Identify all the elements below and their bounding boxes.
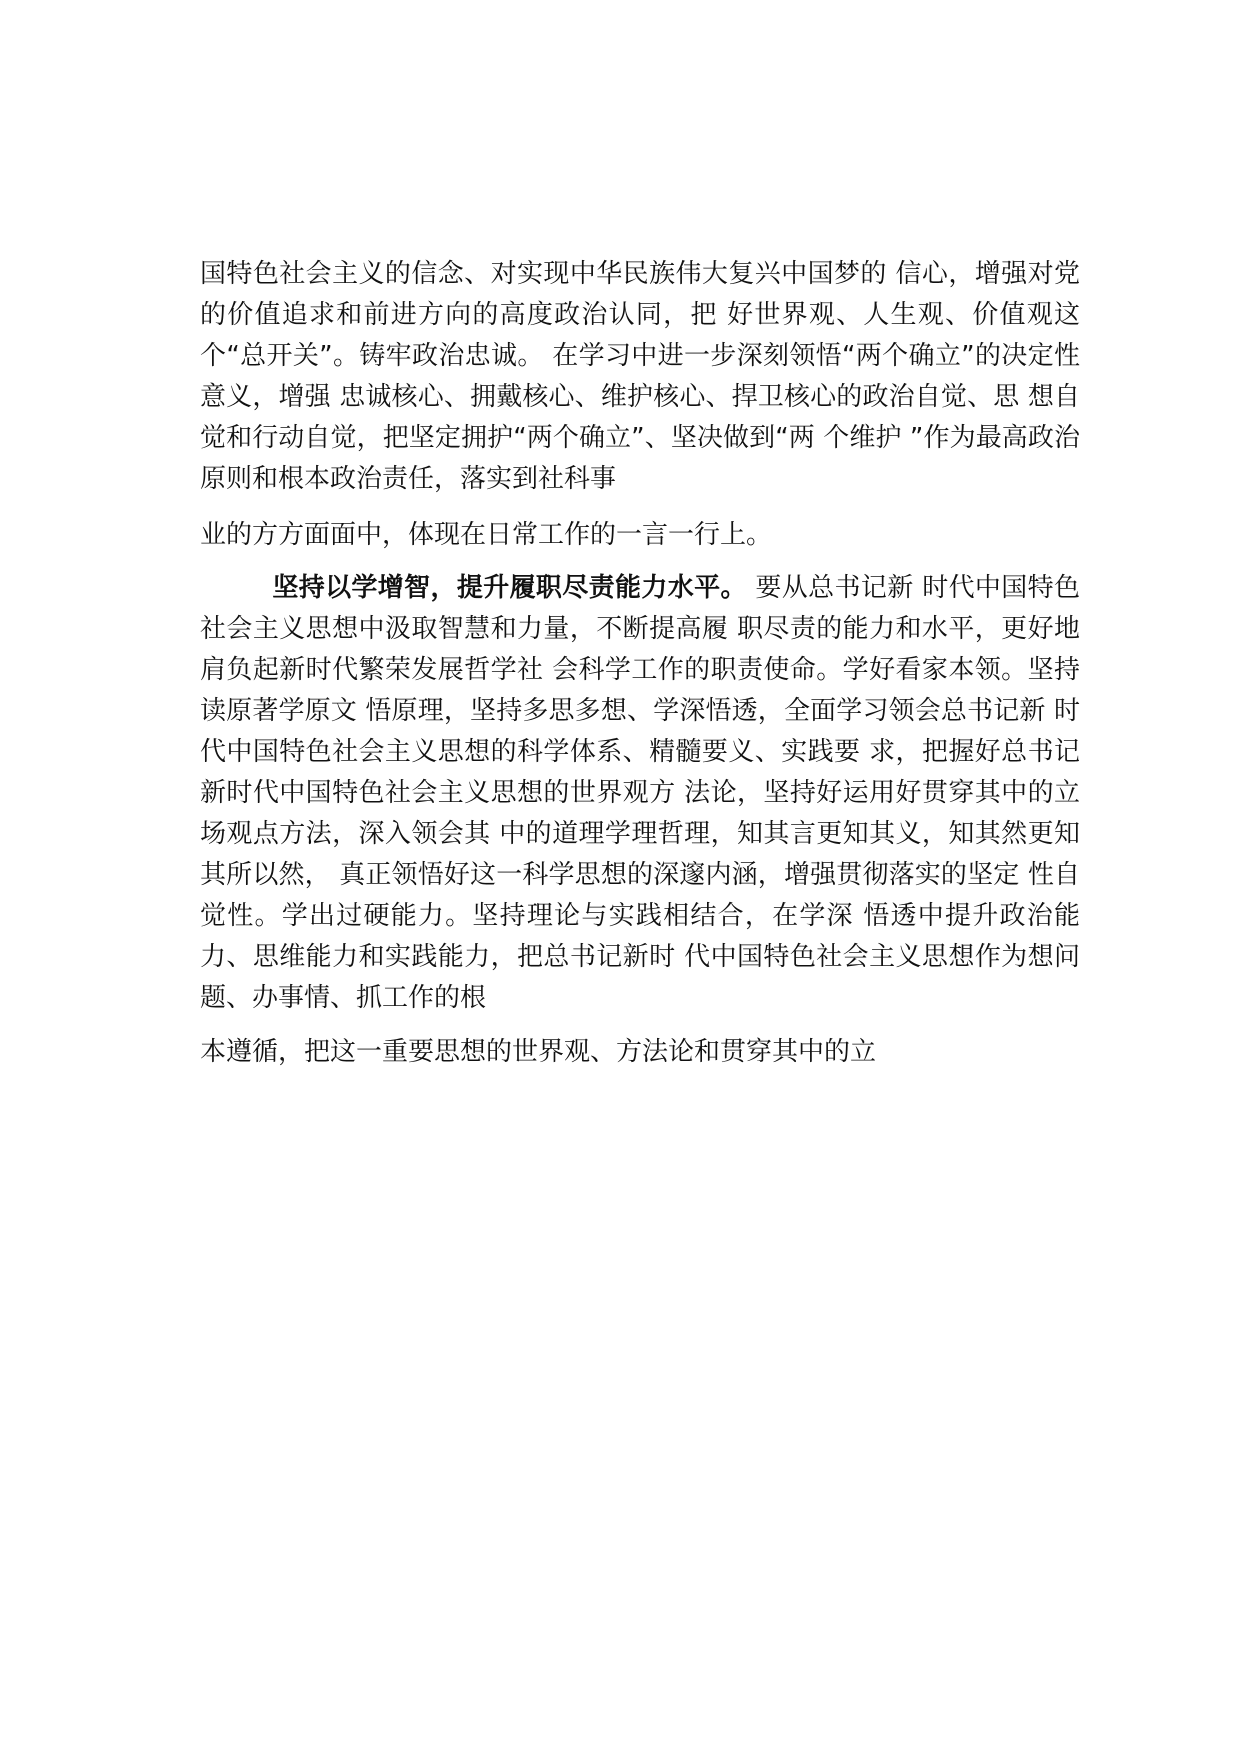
- paragraph-1: 国特色社会主义的信念、对实现中华民族伟大复兴中国梦的 信心，增强对党的价值追求和前进方向的高度政治认同，把 好世界观、人生观、价值观这个“总开关”。铸牢政治忠诚。 在学习中进一步深刻领悟“两个确立”的决定性意义，增强 忠诚核心、拥戴核心、维护核心、捍卫核心的政治自觉、思 想自觉和行动自觉，把坚定拥护“两个确立”、坚决做到“两 个维护 ”作为最高政治原则和根本政治责任，落实到社科事: [200, 259, 1080, 494]
- paragraph-4: 本遵循，把这一重要思想的世界观、方法论和贯穿其中的立: [200, 1037, 877, 1067]
- paragraph-3: [200, 568, 1080, 1019]
- paragraph-3-body: 要从总书记新 时代中国特色社会主义思想中汲取智慧和力量，不断提高履 职尽责的能力和水平，更好地肩负起新时代繁荣发展哲学社 会科学工作的职责使命。学好看家本领。坚持读原著学原文 悟原理，坚持多思多想、学深悟透，全面学习领会总书记新 时代中国特色社会主义思想的科学体系、精髓要义、实践要 求，把握好总书记新时代中国特色社会主义思想的世界观方 法论，坚持好运用好贯穿其中的立场观点方法，深入领会其 中的道理学理哲理，知其言更知其义，知其然更知其所以然， 真正领悟好这一科学思想的深邃内涵，增强贯彻落实的坚定 性自觉性。学出过硬能力。坚持理论与实践相结合，在学深 悟透中提升政治能力、思维能力和实践能力，把总书记新时 代中国特色社会主义思想作为想问题、办事情、抓工作的根: [200, 573, 1081, 1013]
- paragraph-2: 业的方方面面中，体现在日常工作的一言一行上。: [200, 520, 773, 550]
- paragraph-3-lead: 坚持以学增智，提升履职尽责能力水平。: [272, 573, 747, 603]
